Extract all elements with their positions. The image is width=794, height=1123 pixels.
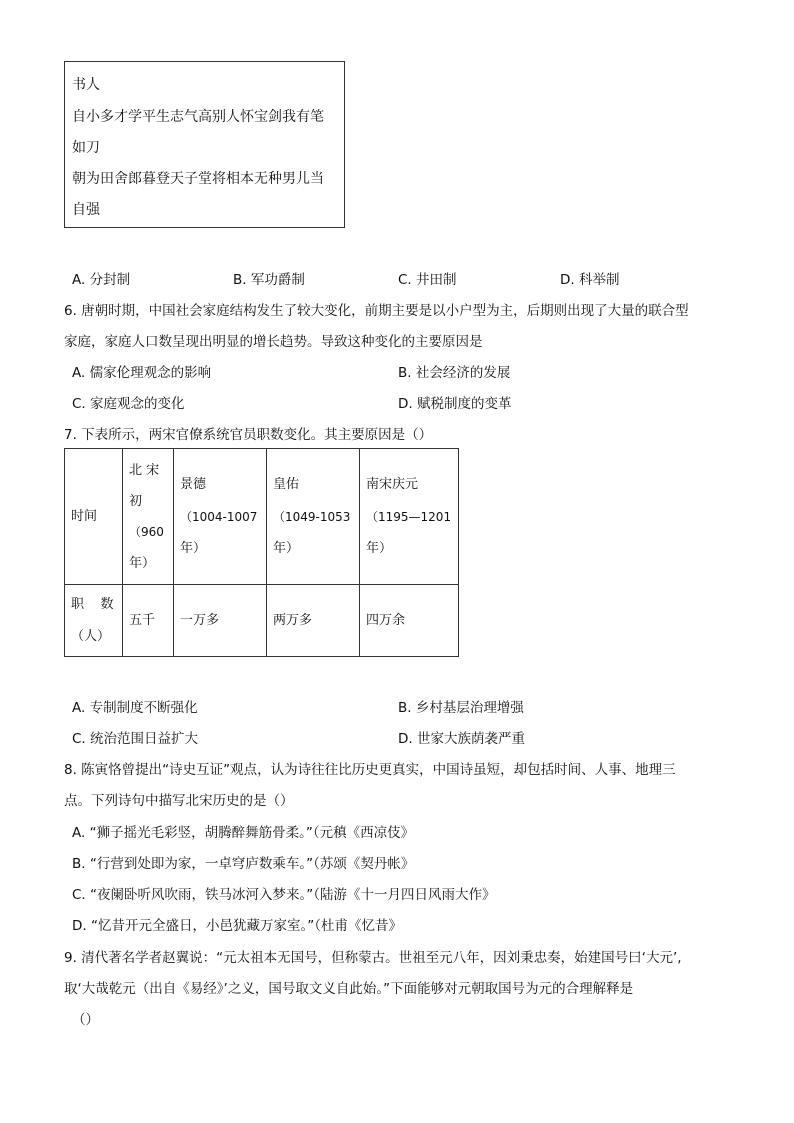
q6-stem-line: 家庭，家庭人口数呈现出明显的增长趋势。导致这种变化的主要原因是 bbox=[64, 334, 483, 350]
q5-option-d[interactable]: D. 科举制 bbox=[560, 272, 620, 288]
table-value: 两万多 bbox=[267, 585, 360, 657]
q6-option-d[interactable]: D. 赋税制度的变革 bbox=[398, 396, 512, 412]
poem-box bbox=[64, 61, 345, 228]
poem-line: 书人 bbox=[72, 77, 100, 93]
q8-stem-line: 点。下列诗句中描写北宋历史的是（） bbox=[64, 793, 294, 809]
q9-stem-line: 取‘大哉乾元（出自《易经》’之义，国号取文义自此始。”下面能够对元朝取国号为元的合理解释是 bbox=[64, 981, 634, 997]
table-cell-period: 景德 （1004-1007 年） bbox=[174, 449, 267, 585]
table-value: 四万余 bbox=[360, 585, 459, 657]
q8-stem-line: 8. 陈寅恪曾提出“诗史互证”观点，认为诗往往比历史更真实，中国诗虽短，却包括时间、人事、地理三 bbox=[64, 762, 676, 778]
table-value: 五千 bbox=[123, 585, 174, 657]
q7-stem: 7. 下表所示，两宋官僚系统官员职数变化。其主要原因是（） bbox=[64, 427, 433, 443]
table-value: 一万多 bbox=[174, 585, 267, 657]
q7-option-a[interactable]: A. 专制制度不断强化 bbox=[72, 700, 198, 716]
q7-option-d[interactable]: D. 世家大族荫袭严重 bbox=[398, 731, 525, 747]
q7-table bbox=[64, 448, 459, 657]
q5-option-c[interactable]: C. 井田制 bbox=[398, 272, 457, 288]
q8-option-c[interactable]: C. “夜阑卧听风吹雨，铁马冰河入梦来。”（陆游《十一月四日风雨大作》 bbox=[72, 887, 496, 903]
poem-line: 自强 bbox=[72, 202, 100, 218]
q7-option-c[interactable]: C. 统治范围日益扩大 bbox=[72, 731, 199, 747]
q8-option-d[interactable]: D. “忆昔开元全盛日，小邑犹藏万家室。”（杜甫《忆昔》 bbox=[72, 918, 402, 934]
poem-line: 自小多才学平生志气高别人怀宝剑我有笔 bbox=[72, 109, 324, 125]
poem-line: 如刀 bbox=[72, 140, 100, 156]
q8-option-a[interactable]: A. “狮子摇光毛彩竖，胡腾醉舞筋骨柔。”（元稹《西凉伎》 bbox=[72, 825, 415, 841]
q6-option-b[interactable]: B. 社会经济的发展 bbox=[398, 365, 511, 381]
q6-stem-line: 6. 唐朝时期，中国社会家庭结构发生了较大变化，前期主要是以小户型为主，后期则出现了大量的联合型 bbox=[64, 303, 689, 319]
q6-option-c[interactable]: C. 家庭观念的变化 bbox=[72, 396, 185, 412]
q7-option-b[interactable]: B. 乡村基层治理增强 bbox=[398, 700, 524, 716]
q9-stem-line: 9. 清代著名学者赵翼说：“元太祖本无国号，但称蒙古。世祖至元八年，因刘秉忠奏，始建国号曰‘大元’, bbox=[64, 950, 682, 966]
poem-line: 朝为田舍郎暮登天子堂将相本无种男儿当 bbox=[72, 171, 324, 187]
q8-option-b[interactable]: B. “行营到处即为家，一卓穹庐数乘车。”（苏颂《契丹帐》 bbox=[72, 856, 415, 872]
q6-option-a[interactable]: A. 儒家伦理观念的影响 bbox=[72, 365, 212, 381]
q5-option-a[interactable]: A. 分封制 bbox=[72, 272, 131, 288]
table-header-count: 职 数 （人） bbox=[65, 585, 123, 657]
q9-stem-line: （） bbox=[72, 1012, 99, 1028]
table-cell-period: 北 宋 初 （960 年） bbox=[123, 449, 174, 585]
table-cell-period: 南宋庆元 （1195—1201 年） bbox=[360, 449, 459, 585]
q5-option-b[interactable]: B. 军功爵制 bbox=[233, 272, 305, 288]
table-header-time: 时间 bbox=[65, 449, 123, 585]
table-cell-period: 皇佑 （1049-1053 年） bbox=[267, 449, 360, 585]
